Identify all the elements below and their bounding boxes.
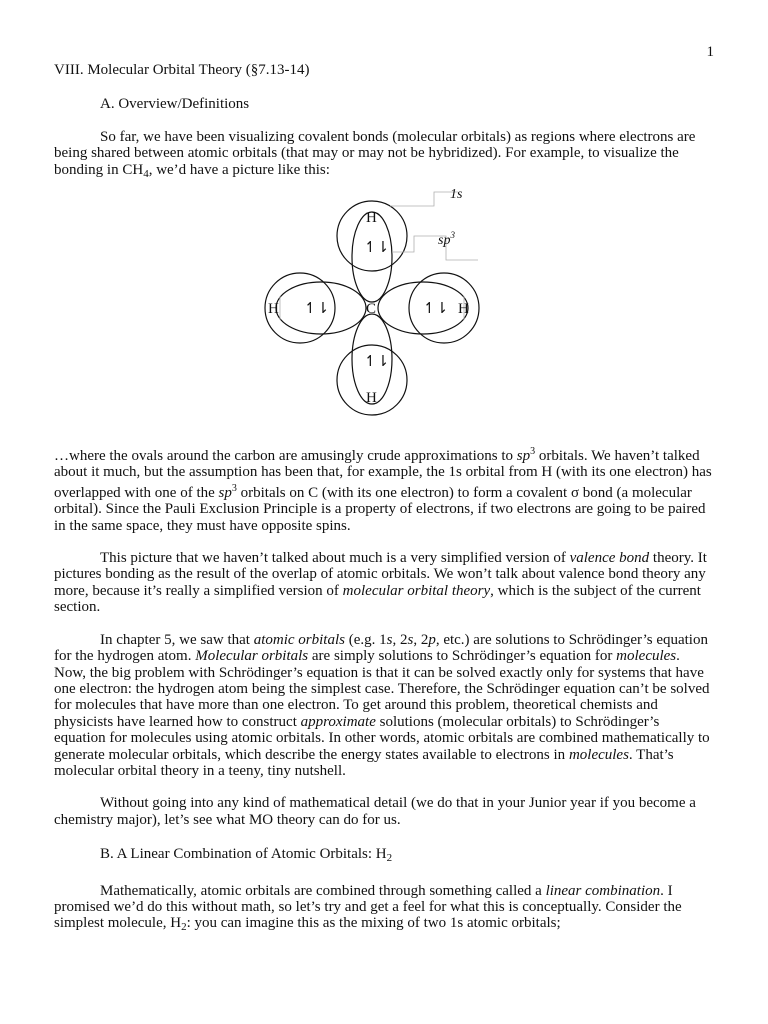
paragraph-intro: So far, we have been visualizing covalent bonds (molecular orbitals) as regions where electrons are being shared between atomic orbitals (that may or may not be hybridized). For example, to visualize the bonding in $CH_4$, we’d have a picture like this: [54,128,696,180]
label-sp3: $sp^3$ [438,230,455,249]
document-body [54,62,714,936]
paragraph-valence-bond: This picture that we haven’t talked about much is a very simplified version of valence bond theory. It pictures bonding as the result of the overlap of atomic orbitals. We won’t talk about valence bond theory any more, because it’s really a simplified version of molecular orbital theory, which is the subject of the current section. [54,550,707,616]
paragraph-schrodinger: In chapter 5, we saw that atomic orbitals (e.g. 1s, 2s, 2p, etc.) are solutions to Schrödinger’s equation for the hydrogen atom. Molecular orbitals are simply solutions to Schrödinger’s equation for molecules. Now, the big problem with Schrödinger’s equation is that it can be solved exactly only for systems that have one electron: the hydrogen atom being the simplest case. Therefore, the Schrödinger equation can’t be solved for molecules that have more than one electron. To get around this problem, theoretical chemists and physicists have learned how to construct approximate solutions (molecular orbitals) to Schrödinger’s equation for molecules using atomic orbitals. In other words, atomic orbitals are combined mathematically to generate molecular orbitals, which describe the energy states available to electrons in molecules. That’s molecular orbital theory in a teeny, tiny nutshell. [54,631,710,779]
atom-c-center: C [366,301,377,318]
subscript: 4 [143,167,149,180]
paragraph-no-math: Without going into any kind of mathematical detail (we do that in your Junior year if you become a chemistry major), let’s see what MO theory can do for us. [54,795,696,828]
electron-pair-bottom: ↿⇂ [364,352,390,371]
page-number: 1 [706,44,714,60]
electron-pair-right: ↿⇂ [423,299,449,318]
electron-pair-top: ↿⇂ [364,238,390,257]
atom-h-bottom: H [366,390,377,407]
atom-h-top: H [366,210,377,227]
label-1s: 1s [450,187,463,203]
subsection-heading-a: A. Overview/Definitions [100,96,250,113]
paragraph-sp3-explanation: …where the ovals around the carbon are amusingly crude approximations to $sp^3$ orbitals. We haven’t talked about it much, but the assumption has been that, for example, the 1s orbital from H (with its one electron) has overlapped with one of the $sp^3$ orbitals on C (with its one electron) to form a covalent σ bond (a molecular orbital). Since the Pauli Exclusion Principle is a property of electrons, if two electrons are going to be paired in the same space, they must have opposite spins. [54,446,712,534]
ch4-orbital-diagram [54,184,714,434]
section-heading-viii: VIII. Molecular Orbital Theory (§7.13-14) [54,62,310,78]
electron-pair-left: ↿⇂ [304,299,330,318]
atom-h-right: H [458,301,469,318]
paragraph-linear-combination: Mathematically, atomic orbitals are combined through something called a linear combination. I promised we’d do this without math, so let’s try and get a feel for what this is conceptually. Consider the simplest molecule, $H_2$: you can imagine this as the mixing of two 1s atomic orbitals; [54,882,682,934]
ch4-orbital-svg [54,184,714,434]
subsection-heading-b: B. A Linear Combination of Atomic Orbitals: $H_2$ [100,846,393,865]
atom-h-left: H [268,301,279,318]
